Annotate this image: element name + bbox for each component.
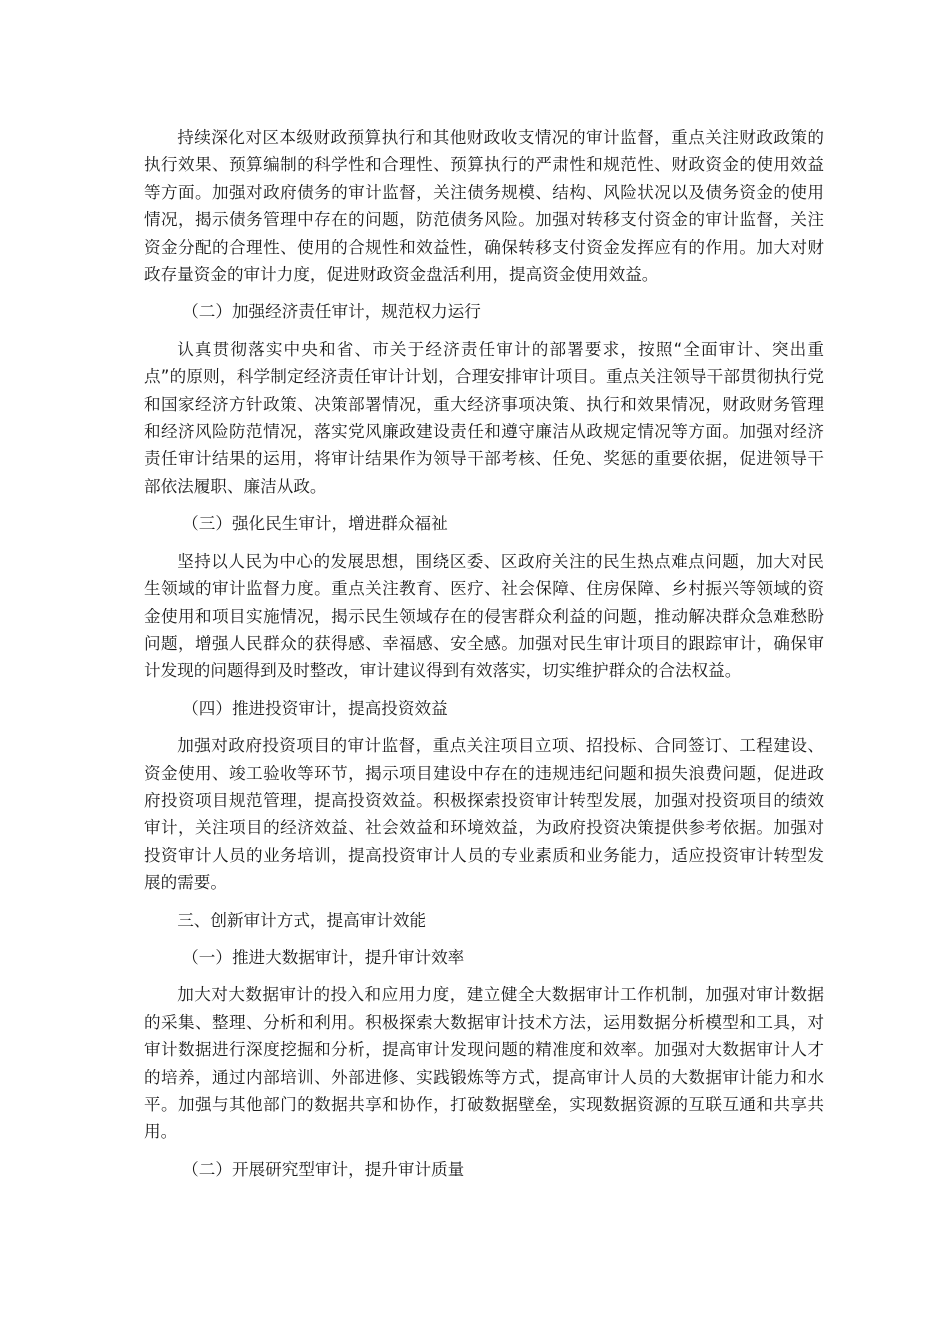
paragraph-fiscal-budget-audit: 持续深化对区本级财政预算执行和其他财政收支情况的审计监督，重点关注财政政策的执行效果、预算编制的科学性和合理性、预算执行的严肃性和规范性、财政资金的使用效益等方面。加强对政府债务的审计监督，关注债务规模、结构、风险状况以及债务资金的使用情况，揭示债务管理中存在的问题，防范债务风险。加强对转移支付资金的审计监督，关注资金分配的合理性、使用的合规性和效益性，确保转移支付资金发挥应有的作用。加大对财政存量资金的审计力度，促进财政资金盘活利用，提高资金使用效益。: [144, 128, 824, 285]
subheading-big-data-audit: （一）推进大数据审计，提升审计效率: [182, 947, 465, 967]
section-heading-innovate-audit-methods: 三、创新审计方式，提高审计效能: [177, 910, 427, 930]
paragraph-big-data-audit: 加大对大数据审计的投入和应用力度，建立健全大数据审计工作机制，加强对审计数据的采集、整理、分析和利用。积极探索大数据审计技术方法，运用数据分析模型和工具，对审计数据进行深度挖掘和分析，提高审计发现问题的精准度和效率。加强对大数据审计人才的培养，通过内部培训、外部进修、实践锻炼等方式，提高审计人员的大数据审计能力和水平。加强与其他部门的数据共享和协作，打破数据壁垒，实现数据资源的互联互通和共享共用。: [144, 985, 824, 1142]
paragraph-economic-responsibility-audit: 认真贯彻落实中央和省、市关于经济责任审计的部署要求，按照“全面审计、突出重点”的原则，科学制定经济责任审计计划，合理安排审计项目。重点关注领导干部贯彻执行党和国家经济方针政策、决策部署情况，重大经济事项决策、执行和效果情况，财政财务管理和经济风险防范情况，落实党风廉政建设责任和遵守廉洁从政规定情况等方面。加强对经济责任审计结果的运用，将审计结果作为领导干部考核、任免、奖惩的重要依据，促进领导干部依法履职、廉洁从政。: [144, 339, 824, 496]
subheading-investment-audit: （四）推进投资审计，提高投资效益: [182, 698, 448, 718]
paragraph-livelihood-audit: 坚持以人民为中心的发展思想，围绕区委、区政府关注的民生热点难点问题，加大对民生领域的审计监督力度。重点关注教育、医疗、社会保障、住房保障、乡村振兴等领域的资金使用和项目实施情况，揭示民生领域存在的侵害群众利益的问题，推动解决群众急难愁盼问题，增强人民群众的获得感、幸福感、安全感。加强对民生审计项目的跟踪审计，确保审计发现的问题得到及时整改，审计建议得到有效落实，切实维护群众的合法权益。: [144, 551, 824, 681]
paragraph-investment-audit: 加强对政府投资项目的审计监督，重点关注项目立项、招投标、合同签订、工程建设、资金使用、竣工验收等环节，揭示项目建设中存在的违规违纪问题和损失浪费问题，促进政府投资项目规范管理，提高投资效益。积极探索投资审计转型发展，加强对投资项目的绩效审计，关注项目的经济效益、社会效益和环境效益，为政府投资决策提供参考依据。加强对投资审计人员的业务培训，提高投资审计人员的专业素质和业务能力，适应投资审计转型发展的需要。: [144, 736, 824, 893]
document-page: [144, 124, 824, 1193]
subheading-economic-responsibility-audit: （二）加强经济责任审计，规范权力运行: [182, 302, 481, 322]
subheading-research-audit: （二）开展研究型审计，提升审计质量: [182, 1159, 465, 1179]
subheading-livelihood-audit: （三）强化民生审计，增进群众福祉: [182, 514, 448, 534]
